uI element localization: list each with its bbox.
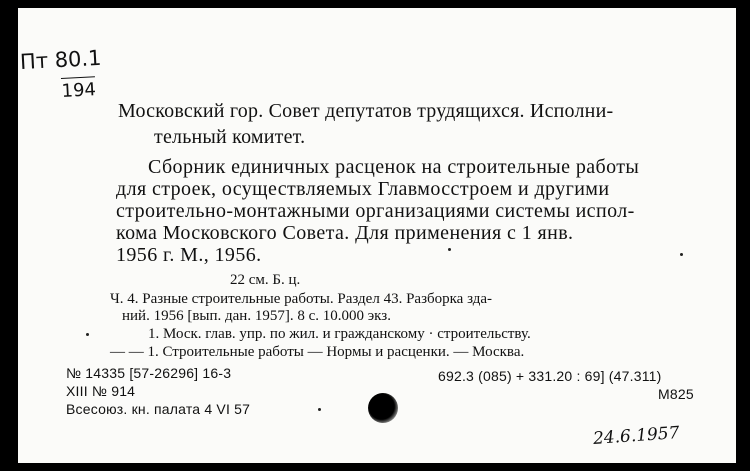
ink-speck — [86, 333, 89, 336]
classification-index: 692.3 (085) + 331.20 : 69] (47.311) — [438, 368, 662, 384]
handwritten-date: 24.6.1957 — [592, 423, 681, 449]
title-line-3: строительно-монтажными организациями системы испол- — [116, 200, 635, 222]
series-line-2: ний. 1956 [вып. дан. 1957]. 8 с. 10.000 экз. — [122, 308, 391, 324]
ink-speck — [448, 248, 451, 251]
footer-left-line-3: Всесоюз. кн. палата 4 VI 57 — [66, 401, 251, 417]
ink-blot — [368, 393, 398, 423]
subject-line-2: — — 1. Строительные работы — Нормы и расценки. — Москва. — [110, 344, 525, 360]
call-number-denominator: 194 — [61, 76, 97, 102]
author-heading-line-2: тельный комитет. — [154, 126, 306, 148]
ink-speck — [680, 253, 683, 256]
subject-line-1: 1. Моск. глав. упр. по жил. и гражданскому · строительству. — [148, 326, 531, 342]
format-line: 22 см. Б. ц. — [230, 272, 301, 288]
footer-left-line-2: XIII № 914 — [66, 383, 136, 399]
call-number-numerator: Пт 80.1 — [19, 45, 103, 75]
catalog-card — [18, 8, 736, 463]
footer-left-line-1: № 14335 [57-26296] 16-3 — [66, 365, 232, 381]
series-line-1: Ч. 4. Разные строительные работы. Раздел 43. Разборка зда- — [110, 291, 493, 307]
title-line-5: 1956 г. М., 1956. — [116, 244, 262, 266]
title-line-2: для строек, осуществляемых Главмосстроем и другими — [116, 178, 610, 200]
title-line-1: Сборник единичных расценок на строительные работы — [148, 156, 640, 178]
cutter-number: М825 — [658, 386, 694, 402]
author-heading-line-1: Московский гор. Совет депутатов трудящихся. Исполни- — [118, 100, 614, 122]
ink-speck — [318, 408, 321, 411]
call-number — [19, 45, 103, 102]
title-line-4: кома Московского Совета. Для применения с 1 янв. — [116, 222, 574, 244]
